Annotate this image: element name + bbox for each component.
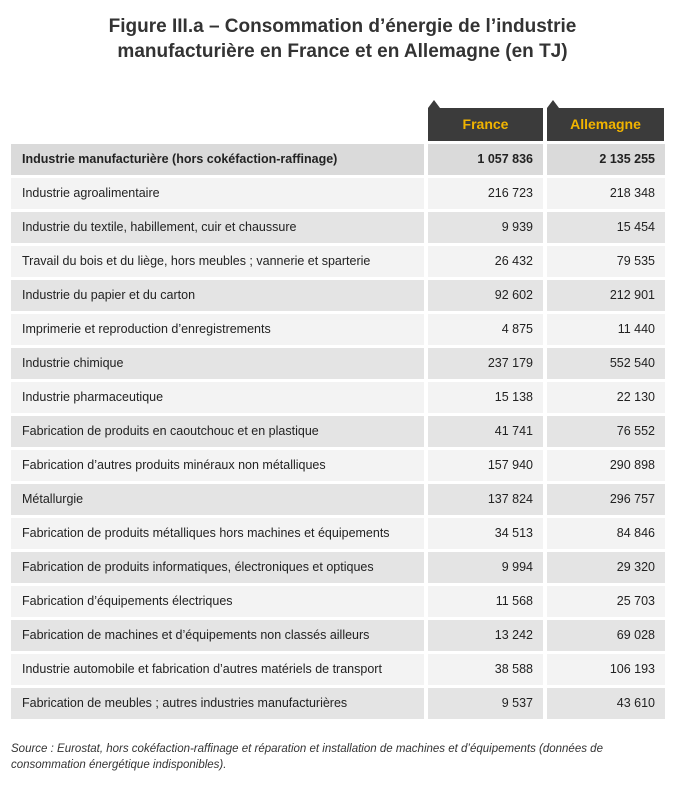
- cell-allemagne: 84 846: [547, 518, 665, 549]
- row-label: Industrie du textile, habillement, cuir et chaussure: [11, 212, 424, 243]
- table-row: [11, 484, 665, 515]
- table-row: [11, 178, 665, 209]
- cell-france: 38 588: [428, 654, 543, 685]
- cell-allemagne: 29 320: [547, 552, 665, 583]
- table-row: [11, 348, 665, 379]
- table-row: [11, 144, 665, 175]
- cell-france: 41 741: [428, 416, 543, 447]
- row-label: Fabrication de machines et d’équipements non classés ailleurs: [11, 620, 424, 651]
- column-header-allemagne: Allemagne: [547, 108, 664, 141]
- row-label: Métallurgie: [11, 484, 424, 515]
- cell-allemagne: 25 703: [547, 586, 665, 617]
- row-label: Industrie pharmaceutique: [11, 382, 424, 413]
- energy-table: [11, 144, 665, 722]
- row-label: Industrie manufacturière (hors cokéfaction-raffinage): [11, 144, 424, 175]
- cell-france: 9 939: [428, 212, 543, 243]
- source-note: Source : Eurostat, hors cokéfaction-raffinage et réparation et installation de machines et d’équipements (données de consommation énergétique indisponibles).: [11, 743, 603, 771]
- cell-allemagne: 212 901: [547, 280, 665, 311]
- row-label: Industrie automobile et fabrication d’autres matériels de transport: [11, 654, 424, 685]
- table-row: [11, 314, 665, 345]
- table-row: [11, 518, 665, 549]
- cell-allemagne: 2 135 255: [547, 144, 665, 175]
- title-line-2: manufacturière en France et en Allemagne (en TJ): [117, 41, 568, 62]
- cell-allemagne: 290 898: [547, 450, 665, 481]
- row-label: Fabrication d’autres produits minéraux non métalliques: [11, 450, 424, 481]
- cell-france: 9 537: [428, 688, 543, 719]
- cell-france: 11 568: [428, 586, 543, 617]
- cell-allemagne: 76 552: [547, 416, 665, 447]
- table-row: [11, 246, 665, 277]
- cell-allemagne: 106 193: [547, 654, 665, 685]
- table-row: [11, 552, 665, 583]
- cell-allemagne: 43 610: [547, 688, 665, 719]
- row-label: Fabrication de produits informatiques, électroniques et optiques: [11, 552, 424, 583]
- cell-france: 9 994: [428, 552, 543, 583]
- cell-france: 237 179: [428, 348, 543, 379]
- row-label: Industrie chimique: [11, 348, 424, 379]
- cell-france: 15 138: [428, 382, 543, 413]
- column-header-france: France: [428, 108, 543, 141]
- row-label: Travail du bois et du liège, hors meubles ; vannerie et sparterie: [11, 246, 424, 277]
- table-row: [11, 586, 665, 617]
- row-label: Imprimerie et reproduction d’enregistrements: [11, 314, 424, 345]
- table-row: [11, 654, 665, 685]
- cell-france: 92 602: [428, 280, 543, 311]
- title-line-1: Figure III.a – Consommation d’énergie de l’industrie: [108, 16, 577, 37]
- row-label: Industrie agroalimentaire: [11, 178, 424, 209]
- table-row: [11, 620, 665, 651]
- row-label: Fabrication d’équipements électriques: [11, 586, 424, 617]
- cell-france: 137 824: [428, 484, 543, 515]
- cell-allemagne: 15 454: [547, 212, 665, 243]
- figure-title: [0, 14, 685, 64]
- cell-france: 216 723: [428, 178, 543, 209]
- cell-france: 157 940: [428, 450, 543, 481]
- table-row: [11, 688, 665, 719]
- cell-allemagne: 22 130: [547, 382, 665, 413]
- cell-allemagne: 11 440: [547, 314, 665, 345]
- row-label: Fabrication de meubles ; autres industries manufacturières: [11, 688, 424, 719]
- row-label: Fabrication de produits en caoutchouc et en plastique: [11, 416, 424, 447]
- cell-allemagne: 218 348: [547, 178, 665, 209]
- table-row: [11, 450, 665, 481]
- table-row: [11, 280, 665, 311]
- cell-allemagne: 296 757: [547, 484, 665, 515]
- cell-allemagne: 79 535: [547, 246, 665, 277]
- cell-allemagne: 552 540: [547, 348, 665, 379]
- cell-france: 34 513: [428, 518, 543, 549]
- cell-allemagne: 69 028: [547, 620, 665, 651]
- cell-france: 1 057 836: [428, 144, 543, 175]
- table-row: [11, 416, 665, 447]
- cell-france: 13 242: [428, 620, 543, 651]
- row-label: Industrie du papier et du carton: [11, 280, 424, 311]
- row-label: Fabrication de produits métalliques hors machines et équipements: [11, 518, 424, 549]
- cell-france: 26 432: [428, 246, 543, 277]
- table-row: [11, 382, 665, 413]
- table-row: [11, 212, 665, 243]
- cell-france: 4 875: [428, 314, 543, 345]
